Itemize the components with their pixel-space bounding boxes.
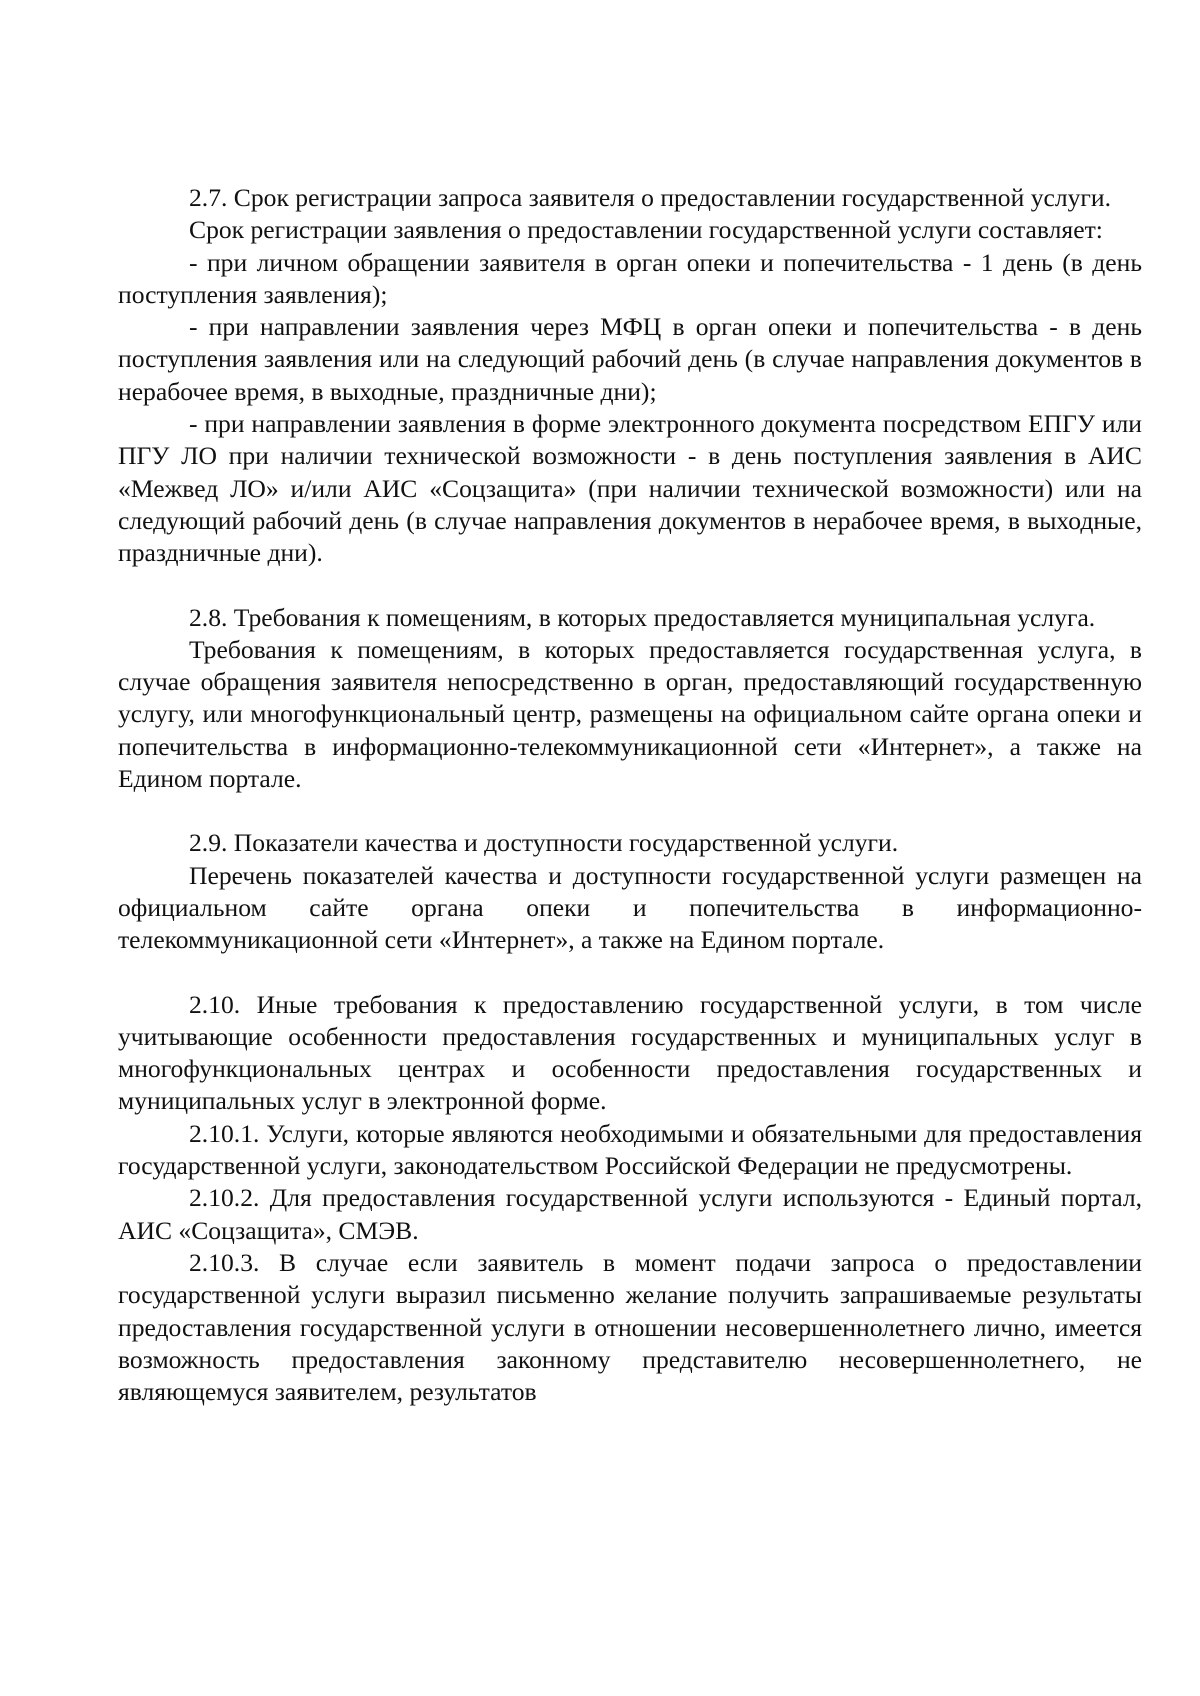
section-gap [118, 957, 1142, 989]
paragraph-2-9-heading: 2.9. Показатели качества и доступности государственной услуги. [189, 828, 899, 858]
document-page [118, 182, 1142, 1408]
paragraph-2-10-3: 2.10.3. В случае если заявитель в момент подачи запроса о предоставлении государственной услуги выразил письменно желание получить запрашиваемые результаты предоставления государственной услуги в отношении несовершеннолетнего лично, имеется возможность предоставления законному представителю несовершеннолетнего, не являющемуся заявителем, результатов [118, 1247, 1142, 1407]
section-gap [118, 570, 1142, 602]
paragraph-2-10-1: 2.10.1. Услуги, которые являются необходимыми и обязательными для предоставления государственной услуги, законодательством Российской Федерации не предусмотрены. [118, 1118, 1142, 1181]
paragraph-premises-requirements: Требования к помещениям, в которых предоставляется государственная услуга, в случае обращения заявителя непосредственно в орган, предоставляющий государственную услугу, или многофункциональный центр, размещены на официальном сайте органа опеки и попечительства в информационно-телекоммуникационной сети «Интернет», а также на Едином портале. [118, 634, 1142, 794]
paragraph-2-10-heading: 2.10. Иные требования к предоставлению государственной услуги, в том числе учитывающие особенности предоставления государственных и муниципальных услуг в многофункциональных центрах и особенности предоставления государственных и муниципальных услуг в электронной форме. [118, 989, 1142, 1116]
paragraph-electronic-form: - при направлении заявления в форме электронного документа посредством ЕПГУ или ПГУ ЛО при наличии технической возможности - в день поступления заявления в АИС «Межвед ЛО» и/или АИС «Соцзащита» (при наличии технической возможности) или на следующий рабочий день (в случае направления документов в нерабочее время, в выходные, праздничные дни). [118, 409, 1142, 568]
paragraph-quality-indicators: Перечень показателей качества и доступности государственной услуги размещен на официальном сайте органа опеки и попечительства в информационно-телекоммуникационной сети «Интернет», а также на Едином портале. [118, 860, 1142, 955]
paragraph-personal-visit: - при личном обращении заявителя в орган опеки и попечительства - 1 день (в день поступления заявления); [118, 247, 1142, 309]
paragraph-2-7-heading: 2.7. Срок регистрации запроса заявителя о предоставлении государственной услуги. [189, 183, 1112, 212]
paragraph-2-8-heading: 2.8. Требования к помещениям, в которых предоставляется муниципальная услуга. [189, 602, 1096, 632]
paragraph-2-10-2: 2.10.2. Для предоставления государственной услуги используются - Единый портал, АИС «Соцзащита», СМЭВ. [118, 1183, 1142, 1245]
paragraph-registration-term: Срок регистрации заявления о предоставлении государственной услуги составляет: [189, 215, 1103, 245]
section-gap [118, 795, 1142, 827]
paragraph-via-mfc: - при направлении заявления через МФЦ в орган опеки и попечительства - в день поступления заявления или на следующий рабочий день (в случае направления документов в нерабочее время, в выходные, праздничные дни); [118, 312, 1142, 406]
